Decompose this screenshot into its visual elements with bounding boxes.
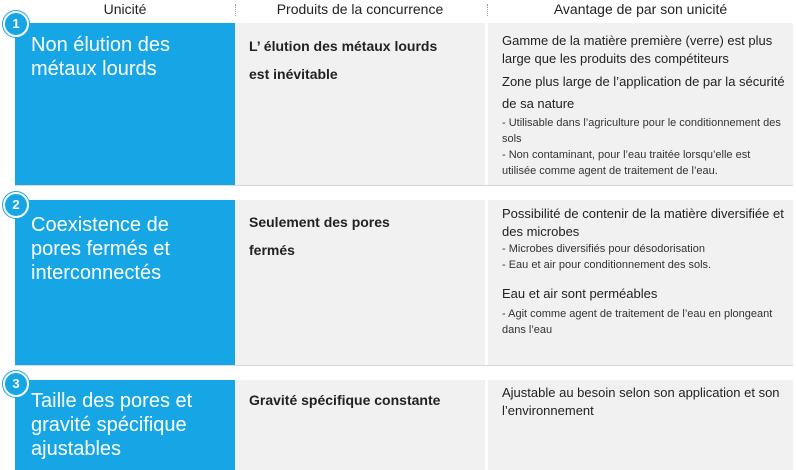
- row3-advantage-cell: [488, 380, 793, 470]
- row1-competitor-cell: [235, 23, 485, 185]
- header-unicite: Unicité: [103, 1, 147, 17]
- row3-uniqueness-cell: [15, 380, 235, 470]
- row1-uniqueness-title: Non élution des métaux lourds: [31, 34, 170, 80]
- row2-competitor-text: Seulement des pores fermés: [249, 214, 390, 258]
- row1-advantage-cell: [488, 23, 793, 185]
- row1-advantage-text: Gamme de la matière première (verre) est plus large que les produits des compétiteurs Zone plus large de l’application de par la sécurité de sa nature - Utilisable dans l’agriculture pour le conditionnement des sols - Non contaminant, pour l’eau traitée lorsqu’elle est utilisée comme agent de traitement de l’eau.: [502, 33, 785, 177]
- row3-competitor-text: Gravité spécifique constante: [249, 392, 441, 408]
- row3-number-badge: 3: [3, 371, 29, 397]
- header-avantage: Avantage de par son unicité: [553, 1, 728, 17]
- row1-number-badge: 1: [3, 11, 29, 37]
- row2-advantage-text: Possibilité de contenir de la matière diversifiée et des microbes - Microbes diversifiés pour désodorisation - Eau et air pour conditionnement des sols. Eau et air sont perméables - Agit comme agent de traitement de l’eau en plongeant dans l’eau: [502, 206, 784, 336]
- row-divider: [15, 365, 793, 366]
- row3-competitor-cell: [235, 380, 485, 470]
- row3-advantage-text: Ajustable au besoin selon son application et son l’environnement: [502, 385, 780, 418]
- row-divider: [15, 185, 793, 186]
- row1-uniqueness-cell: [15, 23, 235, 185]
- row2-advantage-cell: [488, 200, 793, 365]
- header-concurrence: Produits de la concurrence: [276, 1, 444, 17]
- row2-uniqueness-cell: [15, 200, 235, 365]
- row2-competitor-cell: [235, 200, 485, 365]
- row2-uniqueness-title: Coexistence de pores fermés et interconnectés: [31, 214, 170, 284]
- row1-competitor-text: L’ élution des métaux lourds est inévitable: [249, 38, 438, 82]
- row2-number-badge: 2: [3, 192, 29, 218]
- row3-uniqueness-title: Taille des pores et gravité spécifique ajustables: [31, 390, 193, 460]
